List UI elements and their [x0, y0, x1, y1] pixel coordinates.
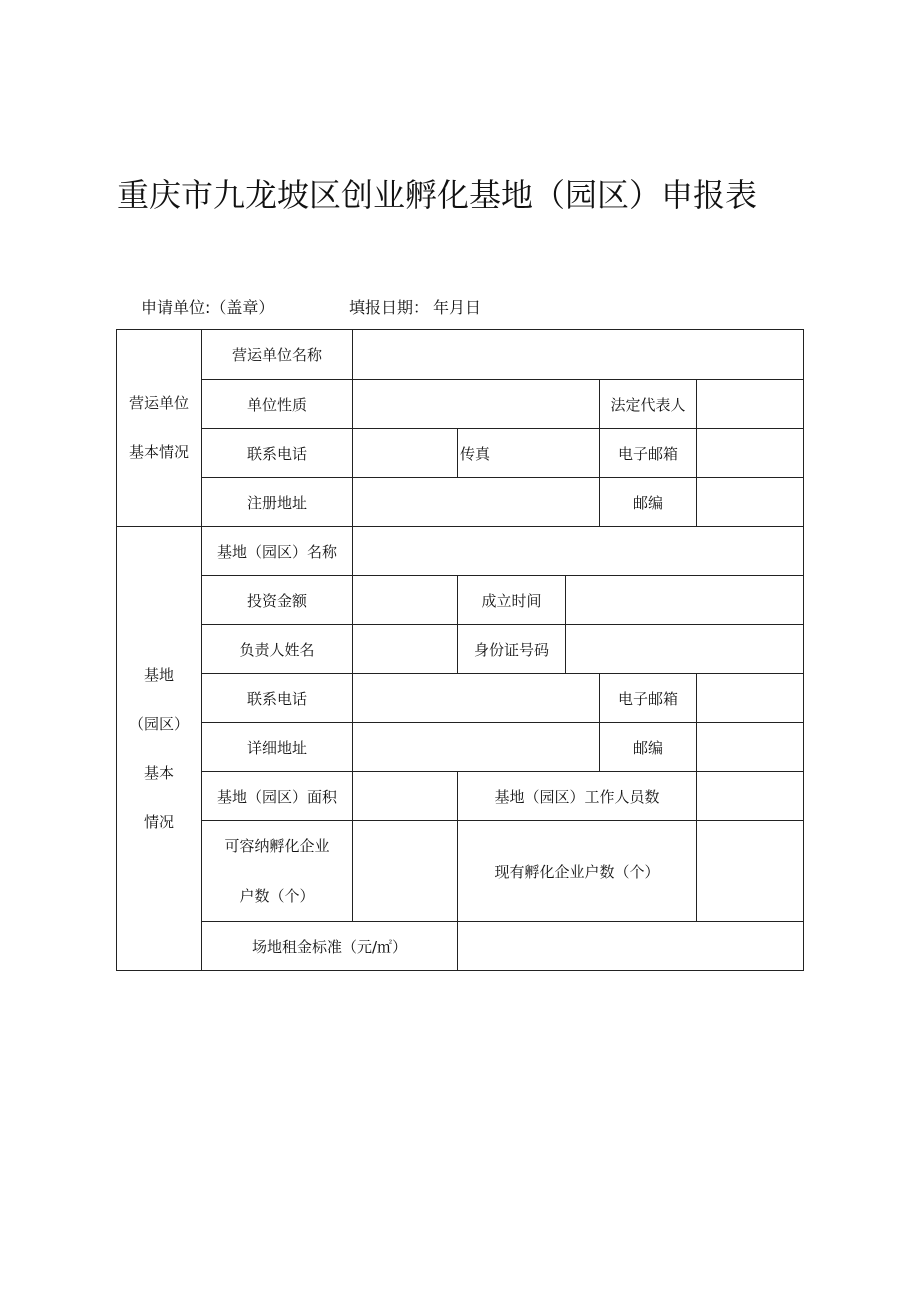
row-org-address [117, 478, 804, 527]
org-fax-label: 传真 [458, 429, 600, 478]
reg-address-label: 注册地址 [202, 478, 353, 527]
base-postcode-label: 邮编 [600, 723, 697, 772]
applicant-label: 申请单位:（盖章） [141, 298, 275, 317]
section-operator-label [117, 330, 202, 527]
row-org-nature [117, 380, 804, 429]
org-nature-field[interactable] [353, 380, 600, 429]
fill-date [349, 295, 481, 318]
row-org-contact [117, 429, 804, 478]
rent-label: 场地租金标准（元/㎡） [202, 922, 458, 971]
capacity-label [202, 821, 353, 922]
capacity-label-line2: 户数（个） [239, 887, 315, 905]
investment-field[interactable] [353, 576, 458, 625]
id-number-field[interactable] [566, 625, 804, 674]
current-count-field[interactable] [697, 821, 804, 922]
capacity-field[interactable] [353, 821, 458, 922]
area-label: 基地（园区）面积 [202, 772, 353, 821]
base-phone-label: 联系电话 [202, 674, 353, 723]
application-form-table [116, 329, 804, 971]
row-area-staff [117, 772, 804, 821]
base-postcode-field[interactable] [697, 723, 804, 772]
section-base-label [117, 527, 202, 971]
base-phone-field[interactable] [353, 674, 600, 723]
row-base-contact [117, 674, 804, 723]
section-base-label-line2: （园区） [128, 714, 189, 733]
section-operator-label-line1: 营运单位 [128, 394, 189, 412]
section-operator-label-line2: 基本情况 [128, 443, 189, 461]
base-address-label: 详细地址 [202, 723, 353, 772]
base-name-label: 基地（园区）名称 [202, 527, 353, 576]
capacity-label-line1: 可容纳孵化企业 [224, 837, 330, 855]
org-nature-label: 单位性质 [202, 380, 353, 429]
leader-name-label: 负责人姓名 [202, 625, 353, 674]
fill-date-value: 年月日 [433, 298, 482, 317]
row-base-address [117, 723, 804, 772]
established-label: 成立时间 [458, 576, 566, 625]
rent-field[interactable] [458, 922, 804, 971]
row-capacity [117, 821, 804, 922]
section-base-label-line4: 情况 [143, 812, 174, 831]
staff-count-label: 基地（园区）工作人员数 [458, 772, 697, 821]
established-field[interactable] [566, 576, 804, 625]
current-count-label: 现有孵化企业户数（个） [458, 821, 697, 922]
form-title: 重庆市九龙坡区创业孵化基地（园区）申报表 [117, 176, 758, 214]
leader-name-field[interactable] [353, 625, 458, 674]
org-phone-label: 联系电话 [202, 429, 353, 478]
row-investment [117, 576, 804, 625]
base-email-field[interactable] [697, 674, 804, 723]
area-field[interactable] [353, 772, 458, 821]
org-postcode-label: 邮编 [600, 478, 697, 527]
org-email-label: 电子邮箱 [600, 429, 697, 478]
staff-count-field[interactable] [697, 772, 804, 821]
section-base-label-line3: 基本 [143, 763, 174, 782]
legal-rep-field[interactable] [697, 380, 804, 429]
id-number-label: 身份证号码 [458, 625, 566, 674]
row-leader [117, 625, 804, 674]
org-email-field[interactable] [697, 429, 804, 478]
reg-address-field[interactable] [353, 478, 600, 527]
org-phone-field[interactable] [353, 429, 458, 478]
base-name-field[interactable] [353, 527, 804, 576]
org-name-field[interactable] [353, 330, 804, 380]
investment-label: 投资金额 [202, 576, 353, 625]
row-rent [117, 922, 804, 971]
org-name-label: 营运单位名称 [202, 330, 353, 380]
section-base-label-line1: 基地 [143, 665, 174, 684]
legal-rep-label: 法定代表人 [600, 380, 697, 429]
base-address-field[interactable] [353, 723, 600, 772]
fill-date-label: 填报日期： [349, 298, 430, 317]
row-base-name [117, 527, 804, 576]
row-org-name [117, 330, 804, 380]
base-email-label: 电子邮箱 [600, 674, 697, 723]
org-postcode-field[interactable] [697, 478, 804, 527]
